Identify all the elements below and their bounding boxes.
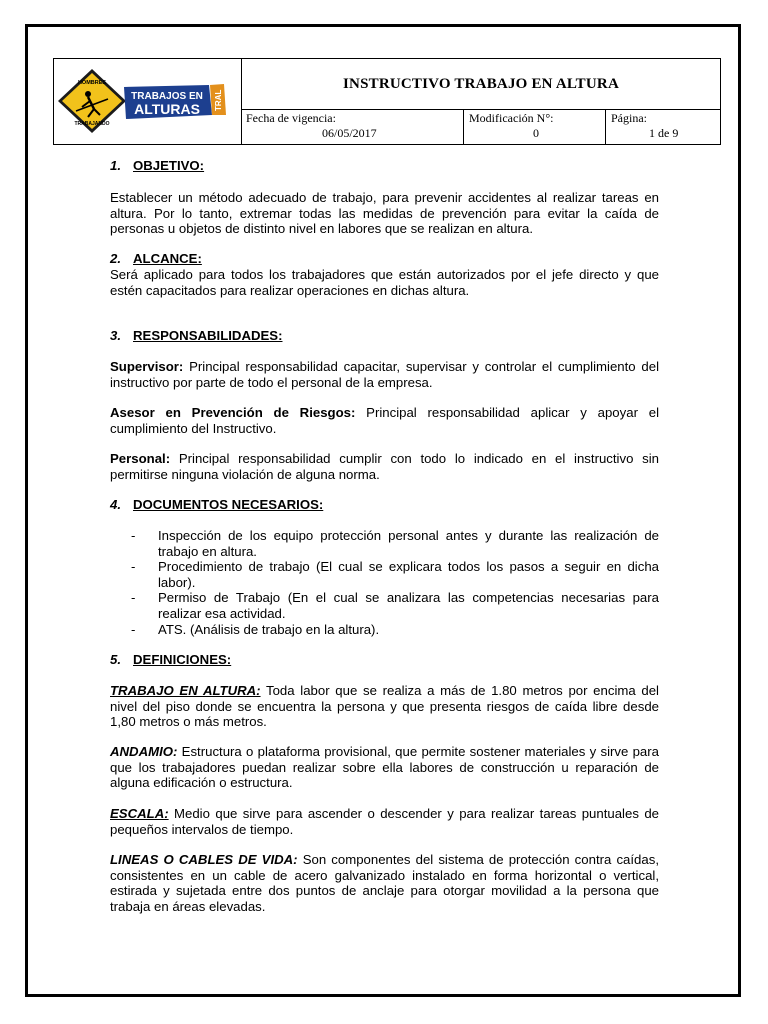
pagina-value: 1 de 9 — [649, 126, 679, 140]
personal-text: Principal responsabilidad cumplir con todo lo indicado en el instructivo sin permitirse ninguna violación de alguna norma. — [110, 451, 659, 482]
list-item: - Permiso de Trabajo (En el cual se analizara las competencias necesarias para realizar esa actividad. — [131, 590, 659, 621]
supervisor-text: Principal responsabilidad capacitar, supervisar y controlar el cumplimiento del instructivo por parte de todo el personal de la empresa. — [110, 359, 659, 390]
section-title: RESPONSABILIDADES: — [133, 328, 283, 343]
list-item-text: ATS. (Análisis de trabajo en la altura). — [158, 621, 380, 637]
modificacion-cell — [465, 110, 606, 144]
personal-paragraph — [110, 451, 659, 482]
personal-term: Personal: — [110, 451, 171, 466]
document-header — [53, 58, 721, 145]
list-item-text: Procedimiento de trabajo (El cual se explicara todos los pasos a seguir en dicha labor). — [158, 559, 659, 590]
section-heading-definiciones — [110, 652, 659, 668]
def-lineas-term: LINEAS O CABLES DE VIDA: — [110, 852, 298, 867]
list-item-text: Permiso de Trabajo (En el cual se analizara las competencias necesarias para realizar esa actividad. — [158, 590, 659, 621]
section-number: 1. — [110, 158, 121, 173]
modificacion-value: 0 — [533, 126, 539, 140]
section-title: DOCUMENTOS NECESARIOS: — [133, 497, 324, 512]
section-number: 2. — [110, 251, 121, 266]
logo-sign-bottom: TRABAJANDO — [74, 121, 110, 127]
supervisor-paragraph — [110, 359, 659, 390]
fecha-cell — [242, 110, 464, 144]
def-andamio-term: ANDAMIO: — [110, 744, 178, 759]
pagina-cell — [607, 110, 720, 144]
fecha-value: 06/05/2017 — [322, 126, 377, 140]
def-andamio-text: Estructura o plataforma provisional, que permite sostener materiales y sirve para que los trabajadores puedan realizar sobre ella labores de construcción u reparación de alguna edificación o estructura. — [110, 744, 659, 791]
list-item-text: Inspección de los equipo protección personal antes y durante las realización de trabajo en altura. — [158, 528, 659, 559]
pagina-label: Página: — [611, 111, 647, 125]
section-heading-alcance — [110, 251, 659, 267]
logo-brand-side: TRAL — [214, 89, 223, 111]
list-item: - ATS. (Análisis de trabajo en la altura). — [131, 621, 380, 637]
def-escala-text: Medio que sirve para ascender o descender y para realizar tareas puntuales de pequeños intervalos de tiempo. — [110, 806, 659, 837]
asesor-paragraph — [110, 405, 659, 436]
def-lineas-text: Son componentes del sistema de protección contra caídas, consistentes en un cable de acero galvanizado instalado en forma horizontal o vertical, estirada y sujetada entre dos puntos de anclaje para otorgar movilidad a la persona que trabaja en áreas elevadas. — [110, 852, 659, 914]
supervisor-term: Supervisor: — [110, 359, 184, 374]
def-trabajo-text: Toda labor que se realiza a más de 1.80 metros por encima del nivel del piso donde se encuentra la persona y que presenta riesgos de caída libre desde 1,80 metros o más metros. — [110, 683, 659, 730]
objetivo-paragraph: Establecer un método adecuado de trabajo, para prevenir accidentes al realizar tareas en altura. Por lo tanto, extremar todas las medidas de prevención para evitar la caída de personas u objetos de distinto nivel en labores que se realizan en altura. — [110, 190, 659, 237]
section-heading-documentos — [110, 497, 659, 513]
document-title: INSTRUCTIVO TRABAJO EN ALTURA — [242, 59, 720, 110]
logo-brand-line2: ALTURAS — [134, 101, 200, 117]
fecha-label: Fecha de vigencia: — [246, 111, 336, 125]
def-escala-term: ESCALA: — [110, 806, 169, 821]
logo-sign-top: HOMBRES — [77, 80, 107, 86]
def-escala — [110, 806, 659, 837]
asesor-text: Principal responsabilidad aplicar y apoyar el cumplimiento del Instructivo. — [110, 405, 659, 436]
list-item: - Procedimiento de trabajo (El cual se explicara todos los pasos a seguir en dicha labor). — [131, 559, 659, 590]
documentos-list — [131, 528, 659, 637]
section-title: OBJETIVO: — [133, 158, 205, 173]
modificacion-label: Modificación N°: — [469, 111, 554, 125]
section-number: 3. — [110, 328, 121, 343]
list-item: - Inspección de los equipo protección personal antes y durante las realización de trabajo en altura. — [131, 528, 659, 559]
logo-graphic — [54, 59, 241, 144]
section-number: 4. — [110, 497, 121, 512]
company-logo — [54, 59, 242, 144]
def-trabajo-term: TRABAJO EN ALTURA: — [110, 683, 261, 698]
alcance-paragraph: Será aplicado para todos los trabajadores que están autorizados por el jefe directo y que estén capacitados para realizar operaciones en dichas altura. — [110, 267, 659, 298]
def-andamio — [110, 744, 659, 791]
section-title: ALCANCE: — [133, 251, 202, 266]
def-lineas — [110, 852, 659, 914]
def-trabajo-altura — [110, 683, 659, 730]
section-heading-objetivo — [110, 158, 659, 174]
asesor-term: Asesor en Prevención de Riesgos: — [110, 405, 356, 420]
section-title: DEFINICIONES: — [133, 652, 232, 667]
section-number: 5. — [110, 652, 121, 667]
section-heading-responsabilidades — [110, 328, 659, 344]
logo-brand-line1: TRABAJOS EN — [131, 91, 203, 102]
